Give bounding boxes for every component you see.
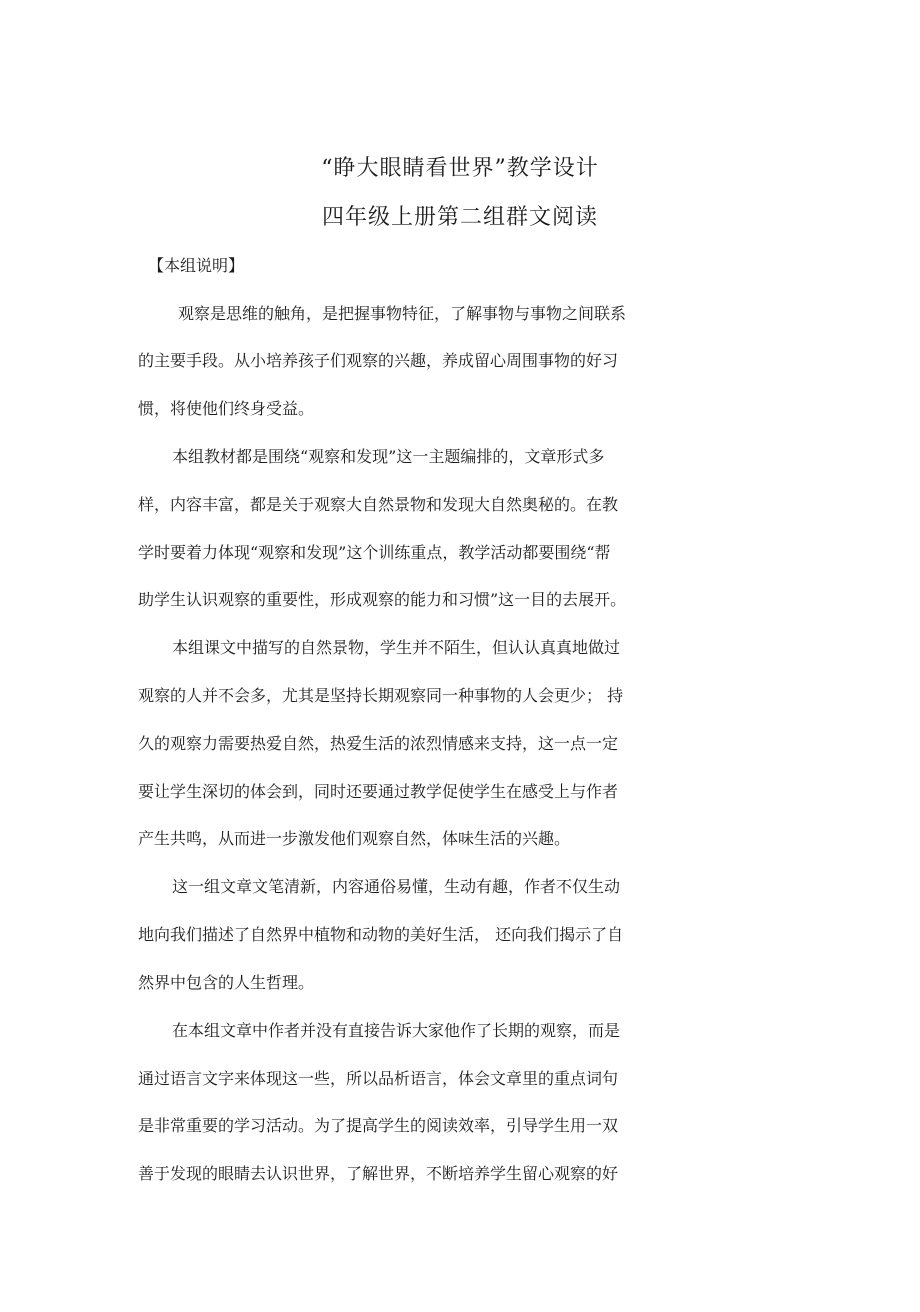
text-line: 本组教材都是围绕“观察和发现”这一主题编排的，文章形式多 [172,447,605,466]
text-line: 要让学生深切的体会到，同时还要通过教学促使学生在感受上与作者 [138,782,619,801]
text-line: 地向我们描述了自然界中植物和动物的美好生活， 还向我们揭示了自 [138,925,624,944]
text-line: 本组课文中描写的自然景物，学生并不陌生，但认认真真地做过 [172,638,621,657]
text-line: 观察的人并不会多，尤其是坚持长期观察同一种事物的人会更少； 持 [138,686,624,705]
text-line: 在本组文章中作者并没有直接告诉大家他作了长期的观察，而是 [172,1021,621,1040]
text-line: 观察是思维的触角，是把握事物特征，了解事物与事物之间联系 [178,304,627,323]
text-line: 通过语言文字来体现这一些，所以品析语言，体会文章里的重点词句 [138,1069,619,1088]
text-line: 的主要手段。从小培养孩子们观察的兴趣，养成留心周围事物的好习 [138,351,619,370]
text-line: 样，内容丰富，都是关于观察大自然景物和发现大自然奥秘的。在教 [138,495,619,514]
text-line: 助学生认识观察的重要性，形成观察的能力和习惯”这一目的去展开。 [138,590,627,609]
text-line: 惯，将使他们终身受益。 [138,399,315,418]
text-line: 学时要着力体现“观察和发现”这个训练重点，教学活动都要围绕“帮 [138,543,611,562]
text-line: 然界中包含的人生哲理。 [138,973,315,992]
document-subtitle: 四年级上册第二组群文阅读 [321,205,598,230]
document-title: “睁大眼睛看世界”教学设计 [321,156,599,181]
text-line: 善于发现的眼睛去认识世界，了解世界，不断培养学生留心观察的好 [138,1164,619,1183]
section-label: 【本组说明】 [148,256,245,275]
text-line: 是非常重要的学习活动。为了提高学生的阅读效率，引导学生用一双 [138,1116,619,1135]
text-line: 产生共鸣，从而进一步激发他们观察自然，体味生活的兴趣。 [138,829,571,848]
text-line: 久的观察力需要热爱自然，热爱生活的浓烈情感来支持，这一点一定 [138,734,619,753]
text-line: 这一组文章文笔清新，内容通俗易懂，生动有趣，作者不仅生动 [172,877,621,896]
